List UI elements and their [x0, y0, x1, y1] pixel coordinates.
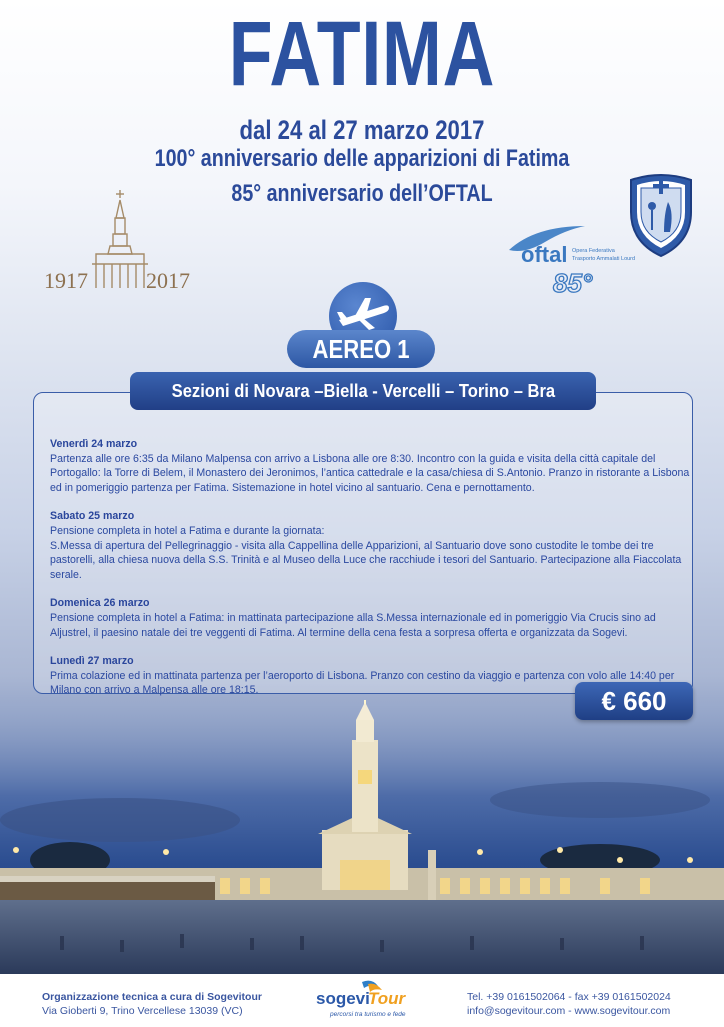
brand-tagline: percorsi tra turismo e fede	[330, 1011, 406, 1018]
centenary-logo	[40, 188, 200, 298]
itinerary-box	[33, 392, 693, 697]
day-title: Sabato 25 marzo	[50, 510, 135, 523]
brand-right: Tour	[368, 989, 406, 1008]
day-description: Pensione completa in hotel a Fatima e durante la giornata: S.Messa di apertura del Pellegrinaggio - visita alla Cappellina delle Apparizioni, al Santuario dove sono custodite le tombe dei tre pastorelli, alla chiesa nuova della S.S. Trinità e al Museo della Luce che racchiude i tesori del Santuario. Partecipazione alla Fiaccolata serale.	[50, 524, 682, 581]
oftal-line1: Opera Federativa	[572, 248, 615, 254]
anniversary-line-2: 85° anniversario dell’OFTAL	[231, 180, 493, 207]
itinerary-day	[50, 509, 690, 582]
contact-web[interactable]: info@sogevitour.com - www.sogevitour.com	[467, 1005, 671, 1017]
footer	[0, 974, 724, 1024]
price-badge: € 660	[575, 682, 693, 720]
organizer-address: Via Gioberti 9, Trino Vercellese 13039 (VC)	[42, 1005, 243, 1017]
brand-left: sogevi	[316, 989, 370, 1008]
year-start: 1917	[44, 268, 88, 293]
itinerary-day	[50, 596, 690, 640]
anniversary-line-1: 100° anniversario delle apparizioni di Fatima	[154, 145, 570, 172]
day-title: Lunedì 27 marzo	[50, 655, 134, 668]
day-title: Domenica 26 marzo	[50, 597, 150, 610]
sanctuary-photo	[0, 700, 724, 974]
contact-phone: Tel. +39 0161502064 - fax +39 0161502024	[467, 991, 671, 1003]
oftal-85: 85°	[553, 268, 593, 298]
oftal-line2: Trasporto Ammalati Lourdes	[572, 256, 635, 262]
year-end: 2017	[146, 268, 190, 293]
organizer-text: Organizzazione tecnica a cura di Sogevitour	[42, 991, 262, 1003]
day-title: Venerdì 24 marzo	[50, 438, 138, 450]
trip-dates: dal 24 al 27 marzo 2017	[239, 115, 485, 145]
sections-banner	[130, 372, 596, 410]
oftal-logo	[505, 220, 635, 300]
trip-label-badge	[287, 330, 435, 368]
page-title: FATIMA	[228, 3, 496, 105]
oftal-name: oftal	[521, 242, 568, 267]
itinerary-list	[50, 437, 690, 707]
day-description: Partenza alle ore 6:35 da Milano Malpensa con arrivo a Lisbona alle ore 8:30. Incontro con la guida e visita della città capitale del Portogallo: la Torre di Belem, il Monastero dei Jeronimos, l’antica cattedrale e la casa/chiesa di S.Antonio. Pranzo in ristorante a Lisbona ed in pomeriggio partenza per Fatima. Sistemazione in hotel vicino al santuario. Cena e pernottamento.	[50, 452, 690, 494]
day-description: Pensione completa in hotel a Fatima: in mattinata partecipazione alla S.Messa internazionale ed in pomeriggio Via Crucis sino ad Aljustrel, il paesino natale dei tre veggenti di Fatima. Al termine della cena festa a sorpresa offerta e organizzata da Sogevi.	[50, 611, 656, 639]
sections-text: Sezioni di Novara –Biella - Vercelli – Torino – Bra	[171, 381, 555, 401]
sogevitour-logo	[300, 980, 430, 1022]
itinerary-day	[50, 437, 690, 495]
day-description: Prima colazione ed in mattinata partenza per l’aeroporto di Lisbona. Pranzo con cestino da viaggio e partenza con volo alle 14:40 per Milano con arrivo a Malpensa alle ore 18:15.	[50, 669, 675, 697]
trip-label: AEREO 1	[312, 334, 410, 364]
oftal-shield-icon	[626, 172, 696, 258]
